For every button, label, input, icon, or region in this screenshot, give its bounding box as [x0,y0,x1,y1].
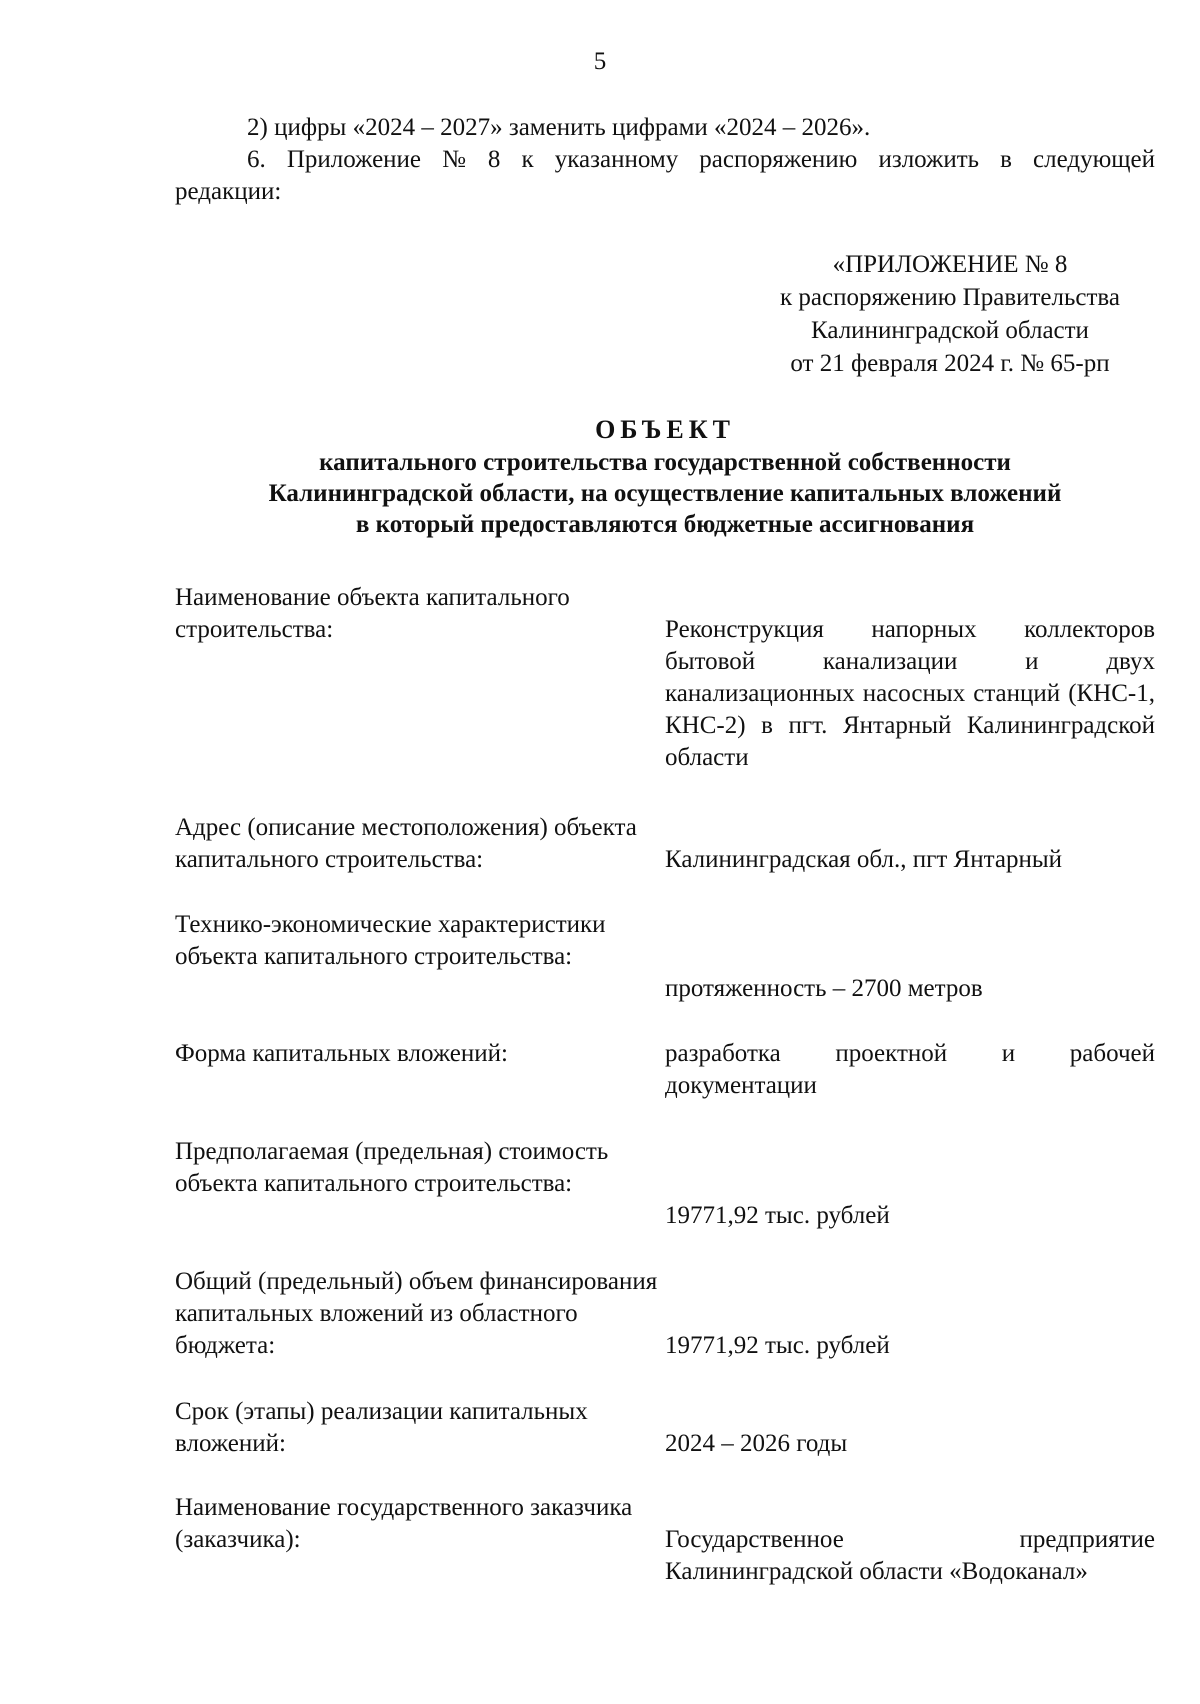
field-value-investment-form: разработка проектной и рабочей документации [665,1040,1155,1099]
field-label-customer: Наименование государственного заказчика (заказчика): [175,1494,633,1553]
field-label-object-name: Наименование объекта капитального строительства: [175,584,570,643]
appendix-title: «ПРИЛОЖЕНИЕ № 8 [832,251,1068,278]
field-label-characteristics: Технико-экономические характеристики объекта капитального строительства: [175,911,606,970]
page-number: 5 [593,48,607,75]
field-value-funding-volume: 19771,92 тыс. рублей [665,1332,890,1359]
heading-line-2: Калининградской области, на осуществление капитальных вложений [268,480,1062,507]
field-label-estimated-cost: Предполагаемая (предельная) стоимость объекта капитального строительства: [175,1138,609,1197]
field-value-customer: Государственное предприятие Калининградской области «Водоканал» [665,1526,1155,1585]
field-label-funding-volume: Общий (предельный) объем финансирования капитальных вложений из областного бюджета: [175,1268,658,1359]
field-value-characteristics: протяженность – 2700 метров [665,975,983,1002]
appendix-header [740,248,1160,380]
field-value-address: Калининградская обл., пгт Янтарный [665,846,1062,873]
field-value-object-name: Реконструкция напорных коллекторов бытовой канализации и двух канализационных насосных станций (КНС-1, КНС-2) в пгт. Янтарный Калининградской области [665,616,1155,771]
field-label-investment-form: Форма капитальных вложений: [175,1040,508,1067]
field-label-implementation-period: Срок (этапы) реализации капитальных вложений: [175,1398,588,1457]
document-heading [175,413,1155,540]
field-label-address: Адрес (описание местоположения) объекта капитального строительства: [175,814,637,873]
heading-title: ОБЪЕКТ [595,415,735,444]
heading-line-3: в который предоставляются бюджетные ассигнования [355,511,975,538]
amendment-item-2: 2) цифры «2024 – 2027» заменить цифрами «2024 – 2026». [247,114,871,141]
field-value-estimated-cost: 19771,92 тыс. рублей [665,1202,890,1229]
heading-line-1: капитального строительства государственной собственности [319,449,1011,476]
appendix-line-decree: к распоряжению Правительства [779,284,1120,311]
appendix-line-date: от 21 февраля 2024 г. № 65-рп [790,350,1110,377]
field-value-implementation-period: 2024 – 2026 годы [665,1430,848,1457]
amendment-item-6: 6. Приложение № 8 к указанному распоряжению изложить в следующей редакции: [175,146,1155,205]
appendix-line-region: Калининградской области [811,317,1089,344]
